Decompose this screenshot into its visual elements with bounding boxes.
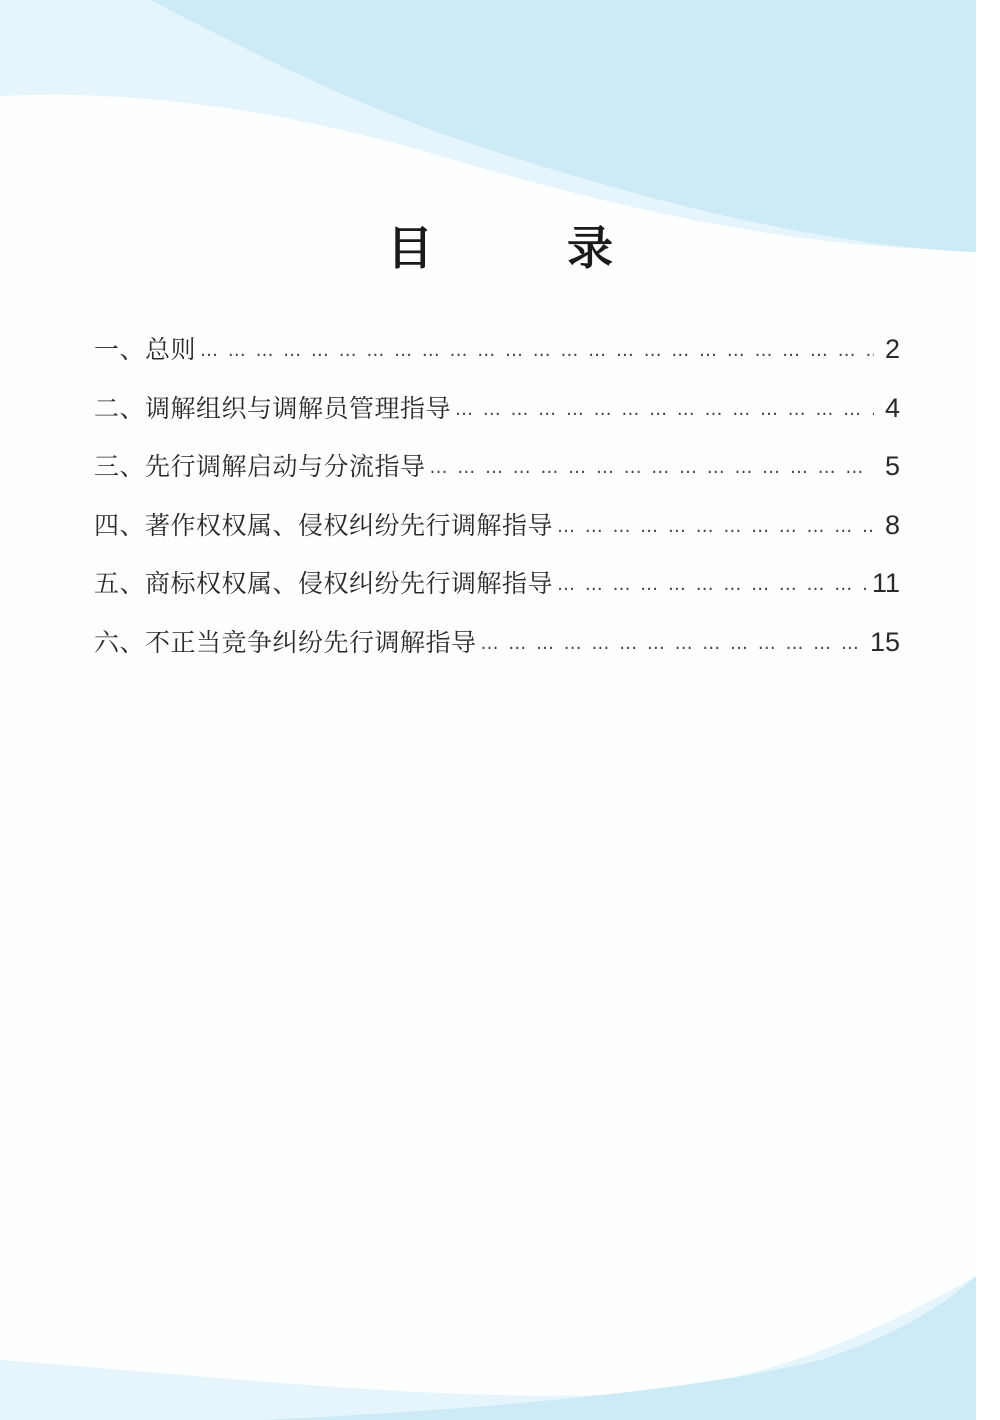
toc-page-number: 15	[869, 626, 900, 657]
toc-page-number: 4	[884, 392, 900, 423]
toc-entry-label: 六、不正当竞争纠纷先行调解指导	[94, 627, 477, 657]
toc-dot-leader	[557, 516, 874, 537]
toc-entry-label: 三、先行调解启动与分流指导	[94, 452, 426, 482]
toc-dot-leader	[481, 633, 864, 654]
toc-page-number: 11	[871, 568, 900, 599]
toc-dot-leader	[557, 574, 866, 595]
toc-entry-label: 二、调解组织与调解员管理指导	[94, 393, 452, 423]
toc-dot-leader	[455, 399, 874, 420]
table-of-contents	[94, 330, 900, 682]
toc-entry-label: 五、商标权权属、侵权纠纷先行调解指导	[94, 569, 554, 599]
page-title: 目 录	[387, 221, 657, 275]
toc-entry-5[interactable]	[94, 564, 900, 623]
toc-dot-leader	[430, 457, 874, 478]
toc-entry-1[interactable]	[94, 330, 900, 389]
toc-page-number: 5	[884, 451, 900, 482]
toc-entry-6[interactable]	[94, 623, 900, 682]
toc-page-number: 2	[884, 334, 900, 364]
toc-dot-leader	[200, 340, 874, 361]
toc-page-number: 8	[884, 509, 900, 540]
toc-entry-3[interactable]	[94, 447, 900, 506]
toc-entry-label: 四、著作权权属、侵权纠纷先行调解指导	[94, 510, 554, 540]
toc-entry-label: 一、总则	[94, 335, 197, 364]
toc-entry-4[interactable]	[94, 506, 900, 565]
toc-entry-2[interactable]	[94, 389, 900, 448]
